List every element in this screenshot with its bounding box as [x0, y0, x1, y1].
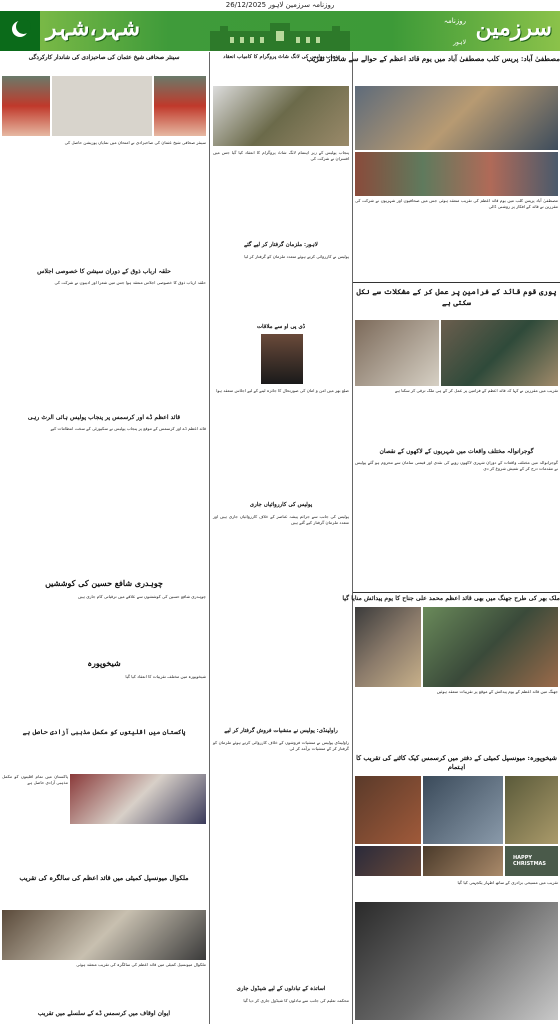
headline: چوہدری شافع حسین کی کوششیں [45, 578, 163, 588]
portrait-photo [261, 334, 303, 384]
newspaper-city: لاہور [453, 39, 466, 46]
article-text: محکمہ تعلیم کی جانب سے تبادلوں کا شیڈول جاری کر دیا گیا [243, 998, 349, 1003]
event-photo [355, 86, 558, 150]
event-photo [355, 607, 421, 687]
photo-caption: HAPPY CHRISTMAS [513, 855, 547, 867]
article-text: چوہدری شافع حسین کی کوششوں سے علاقے میں ترقیاتی کام جاری ہیں [78, 594, 206, 599]
article-text: ضلع بھر میں امن و امان کی صورتحال کا جائزہ لینے کے لیے اجلاس منعقد ہوا [216, 388, 349, 393]
headline: پنجاب پولیس کی لانگ شاٹ پروگرام کا کامیاب انعقاد [223, 54, 339, 60]
event-photo [423, 776, 503, 844]
article-text: حلقہ ارباب ذوق کا خصوصی اجلاس منعقد ہوا جس میں شعرا اور ادیبوں نے شرکت کی [54, 280, 206, 285]
headline: پوری قوم قائد کے فرامین پر عمل کر کے مشکلات سے نکل سکتی ہے [356, 287, 557, 307]
city-section-label: شہر،شہر [46, 15, 141, 41]
headline: گوجرانوالہ مختلف واقعات میں شہریوں کے لاکھوں کے نقصان [379, 448, 534, 455]
article-text: مصطفیٰ آباد پریس کلب میں یوم قائد اعظم کی تقریب منعقد ہوئی جس میں صحافیوں اور شہریوں نے شرکت کی مقررین نے قائد کے افکار پر روشنی ڈالی [355, 198, 558, 209]
article-text: سینئر صحافی شیخ عثمان کی صاحبزادی نے امتحان میں نمایاں پوزیشن حاصل کی [64, 140, 206, 145]
column-right [306, 52, 560, 1024]
article-text: تقریب میں مسیحی برادری کے ساتھ اظہار یکجہتی کیا گیا [457, 880, 558, 885]
headline: ملک بھر کی طرح جھنگ میں بھی قائد اعظم محمد علی جناح کا یوم پیدائش منایا گیا [342, 595, 560, 602]
building-illustration [200, 21, 360, 51]
article-text: پنجاب پولیس کے زیر اہتمام لانگ شاٹ پروگرام کا انعقاد کیا گیا جس میں افسران نے شرکت کی [213, 150, 349, 161]
event-photo [2, 910, 206, 960]
event-photo [441, 320, 558, 386]
headline: شیخوپورہ: میونسپل کمیٹی کے دفتر میں کرسمس کیک کاٹنے کی تقریب کا اہتمام [356, 754, 557, 771]
masthead [0, 11, 560, 51]
article-text: گوجرانوالہ میں مختلف واقعات کے دوران شہری لاکھوں روپے کی نقدی اور قیمتی سامان سے محروم ہو گئے پولیس نے مقدمات درج کر کے تفتیش شروع کر دی [355, 460, 558, 471]
article-text: قائد اعظم ڈے اور کرسمس کے موقع پر پنجاب پولیس نے سکیورٹی کے سخت انتظامات کیے [50, 426, 206, 431]
divider [353, 592, 560, 593]
event-photo [423, 846, 503, 876]
headline: لاہور: ملزمان گرفتار کر لیے گئے [244, 242, 318, 248]
headline: شیخوپورہ [87, 658, 121, 668]
flag-icon [0, 11, 40, 51]
newspaper-title: سرزمین [475, 15, 552, 41]
child-photo [154, 76, 206, 136]
divider [353, 282, 560, 283]
event-photo [213, 86, 349, 146]
dateline: روزنامہ سرزمین لاہور 26/12/2025 [0, 0, 560, 12]
headline: راولپنڈی: پولیس نے منشیات فروش گرفتار کر لیے [224, 728, 338, 734]
article-text: پولیس کی جانب سے جرائم پیشہ عناصر کے خلاف کارروائیاں جاری ہیں اور متعدد ملزمان گرفتار کیے گئے ہیں [213, 514, 349, 525]
article-text: پاکستان میں تمام اقلیتوں کو مکمل مذہبی آزادی حاصل ہے [2, 774, 68, 785]
article-text: راولپنڈی پولیس نے منشیات فروشوں کے خلاف کارروائی کرتے ہوئے ملزمان کو گرفتار کر کے منشیات برآمد کر لی [213, 740, 349, 751]
article-text: پولیس نے کارروائی کرتے ہوئے متعدد ملزمان کو گرفتار کر لیا [244, 254, 349, 259]
event-photo [355, 152, 558, 196]
headline: پولیس کی کارروائیاں جاری [249, 502, 313, 508]
article-text: ملکوال میونسپل کمیٹی میں قائد اعظم کی سالگرہ کی تقریب منعقد ہوئی [76, 962, 206, 967]
headline: ملکوال میونسپل کمیٹی میں قائد اعظم کی سالگرہ کی تقریب [19, 874, 189, 882]
column-left [0, 52, 208, 1024]
article-text: تقریب میں مقررین نے کہا کہ قائد اعظم کے فرامین پر عمل کر کے ہی ملک ترقی کر سکتا ہے [394, 388, 558, 393]
headline: ایوان اوقاف میں کرسمس ڈے کے سلسلے میں تقریب [37, 1010, 171, 1017]
headline: قائد اعظم ڈے اور کرسمس پر پنجاب پولیس ہائی الرٹ رہی [27, 414, 181, 421]
headline: پاکستان میں اقلیتوں کو مکمل مذہبی آزادی حاصل ہے [22, 728, 186, 736]
article-text: شیخوپورہ میں مختلف تقریبات کا انعقاد کیا گیا [125, 674, 206, 679]
event-photo [355, 846, 421, 876]
event-photo [423, 607, 558, 687]
certificate-photo [52, 76, 152, 136]
event-photo [505, 846, 558, 876]
column-divider [209, 52, 210, 1024]
article-text: جھنگ میں قائد اعظم کے یوم پیدائش کے موقع پر تقریبات منعقد ہوئیں [436, 689, 558, 694]
event-photo [70, 774, 206, 824]
headline: سینئر صحافی شیخ عثمان کی صاحبزادی کی شاندار کارکردگی [28, 55, 180, 61]
event-photo [355, 320, 439, 386]
event-photo [355, 776, 421, 844]
child-photo [2, 76, 50, 136]
headline: مصطفیٰ آباد: پریس کلب مصطفیٰ آباد میں یوم قائد اعظم کے حوالے سے شاندار تقریب [306, 54, 560, 63]
event-photo [355, 902, 558, 1020]
column-middle [211, 52, 351, 1024]
headline: حلقہ ارباب ذوق کے دوران سیشن کا خصوصی اجلاس [37, 268, 171, 275]
newspaper-subtitle: روزنامہ [443, 17, 466, 25]
headline: ڈی پی او سے ملاقات [256, 324, 306, 330]
headline: اساتذہ کے تبادلوں کے لیے شیڈول جاری [236, 986, 326, 992]
event-photo [505, 776, 558, 844]
